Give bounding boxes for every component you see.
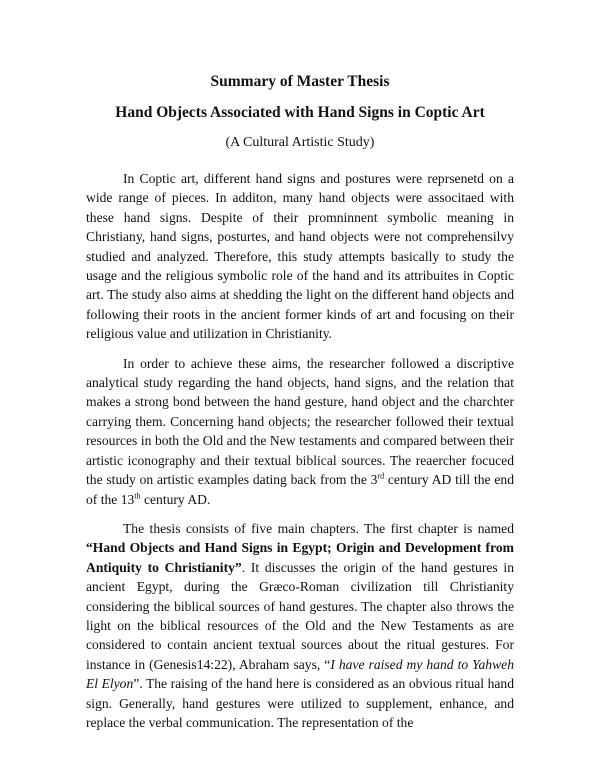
paragraph-chapters-text-c: ”. The raising of the hand here is considered as an obvious ritual hand sign. Generally, hand gestures were utilized to supplement, enhance, and replace the verbal communication. The representation of the: [86, 676, 514, 730]
paragraph-chapters: [86, 519, 514, 732]
thesis-subtitle: (A Cultural Artistic Study): [225, 135, 375, 150]
ordinal-suffix-3rd: rd: [377, 471, 385, 481]
ordinal-suffix-13th: th: [134, 490, 141, 500]
thesis-summary-heading: Summary of Master Thesis: [210, 73, 390, 90]
thesis-title: Hand Objects Associated with Hand Signs in Coptic Art: [115, 104, 485, 121]
paragraph-chapters-text-b: . It discusses the origin of the hand gestures in ancient Egypt, during the Græco-Roman civilization till Christianity considering the biblical sources of hand gestures. The chapter also throws the light on the biblical resources of the Old and the New Testaments as are considered to contain ancient textual sources about the ritual gestures. For instance in (Genesis14:22), Abraham says, “: [86, 559, 514, 672]
paragraph-methodology: [86, 354, 514, 509]
paragraph-methodology-text-c: century AD.: [140, 491, 211, 507]
chapter-one-title: “Hand Objects and Hand Signs in Egypt; Origin and Development from Antiquity to Christianity”: [86, 540, 514, 575]
paragraph-chapters-text-a: The thesis consists of five main chapters. The first chapter is named: [123, 520, 514, 536]
paragraph-methodology-text-a: In order to achieve these aims, the researcher followed a discriptive analytical study regarding the hand objects, hand signs, and the relation that makes a strong bond between the hand gesture, hand object and the charchter carrying them. Concerning hand objects; the researcher followed their textual resources in both the Old and the New testaments and compared between their artistic iconography and their textual biblical sources. The reaercher focuced the study on artistic examples dating back from the 3: [86, 355, 514, 488]
paragraph-intro: In Coptic art, different hand signs and postures were reprsenetd on a wide range of pieces. In additon, many hand objects were associtaed with these hand signs. Despite of their promninnent symbolic meaning in Christiany, hand signs, posturtes, and hand objects were not comprehensilvy studied and analyzed. Therefore, this study attempts basically to study the usage and the religious symbolic role of the hand and its attribuites in Coptic art. The study also aims at shedding the light on the different hand objects and following their roots in the ancient former kinds of art and focusing on their religious value and utilization in Christianity.: [86, 171, 514, 342]
paragraph-methodology-text-b: century AD till the end of the 13: [86, 472, 514, 507]
genesis-quote: I have raised my hand to Yahweh El Elyon: [86, 656, 514, 692]
